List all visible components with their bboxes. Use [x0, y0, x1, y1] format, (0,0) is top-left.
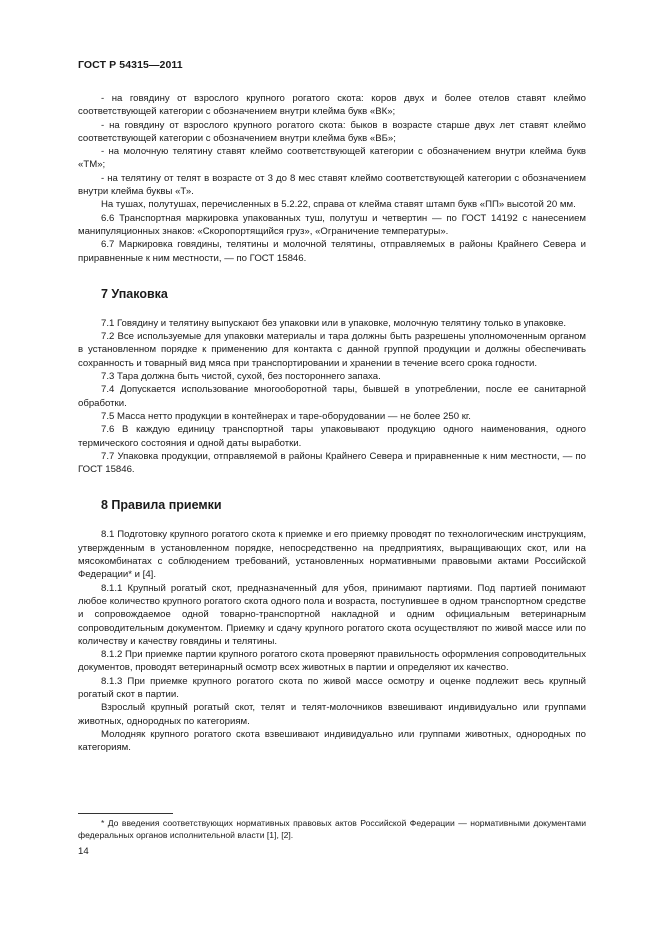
paragraph: - на телятину от телят в возрасте от 3 до 8 мес ставят клеймо соответствующей категории с обозначением внутри клейма буквы «Т». [78, 172, 586, 198]
paragraph: Взрослый крупный рогатый скот, телят и телят-молочников взвешивают индивидуально или группами животных, однородных по категориям. [78, 702, 586, 727]
document-body [78, 92, 586, 754]
section-heading: 8 Правила приемки [101, 498, 222, 513]
paragraph: 8.1.3 При приемке крупного рогатого скота по живой массе осмотру и оценке подлежит весь крупный рогатый скот в партии. [78, 675, 586, 700]
footnote: * До введения соответствующих нормативных правовых актов Российской Федерации — нормативными документами федеральных органов исполнительной власти [1], [2]. [78, 818, 586, 840]
paragraph: 7.5 Масса нетто продукции в контейнерах и таре-оборудовании — не более 250 кг. [101, 410, 471, 422]
paragraph: 7.3 Тара должна быть чистой, сухой, без постороннего запаха. [101, 371, 381, 383]
footnote-separator [78, 813, 173, 814]
paragraph: 7.1 Говядину и телятину выпускают без упаковки или в упаковке, молочную телятину только в упаковке. [101, 317, 567, 329]
paragraph: На тушах, полутушах, перечисленных в 5.2.22, справа от клейма ставят штамп букв «ПП» высотой 20 мм. [101, 199, 576, 211]
paragraph: 8.1.2 При приемке партии крупного рогатого скота проверяют правильность оформления сопроводительных документов, проводят ветеринарный осмотр всех животных в партии и определяют их качество. [78, 649, 586, 674]
paragraph: 8.1 Подготовку крупного рогатого скота к приемке и его приемку проводят по технологическим инструкциям, утвержденным в установленном порядке, непосредственно на предприятиях, выращивающих скот, или на мясокомбинатах с соблюдением требований, установленных нормативными правовыми актами Российской Федерации* и [4]. [78, 529, 586, 581]
document-header: ГОСТ Р 54315—2011 [78, 59, 183, 71]
paragraph: 6.7 Маркировка говядины, телятины и молочной телятины, отправляемых в районы Крайнего Севера и приравненные к ним местности, — по ГОСТ 15846. [78, 239, 586, 264]
paragraph: 7.4 Допускается использование многооборотной тары, бывшей в употреблении, после ее санитарной обработки. [78, 384, 586, 409]
paragraph: - на молочную телятину ставят клеймо соответствующей категории с обозначением внутри клейма букв «ТМ»; [78, 146, 586, 171]
paragraph: 7.6 В каждую единицу транспортной тары упаковывают продукцию одного наименования, одного термического состояния и одной даты выработки. [78, 424, 586, 449]
page-number: 14 [78, 846, 89, 857]
paragraph: 7.2 Все используемые для упаковки материалы и тара должны быть разрешены уполномоченным органом в установленном порядке к применению для контакта с данной группой продукции и должны обеспечивать сохранность и товарный вид мяса при транспортировании и хранении в течение всего срока годности. [78, 331, 586, 369]
paragraph: 7.7 Упаковка продукции, отправляемой в районы Крайнего Севера и приравненные к ним местности, — по ГОСТ 15846. [78, 450, 586, 476]
section-heading: 7 Упаковка [101, 286, 168, 301]
paragraph: 6.6 Транспортная маркировка упакованных туш, полутуш и четвертин — по ГОСТ 14192 с нанесением манипуляционных знаков: «Скоропортящийся груз», «Ограничение температуры». [78, 212, 586, 237]
paragraph: - на говядину от взрослого крупного рогатого скота: быков в возрасте старше двух лет ставят клеймо соответствующей категории с обозначением внутри клейма букв «ВБ»; [78, 119, 586, 144]
paragraph: 8.1.1 Крупный рогатый скот, предназначенный для убоя, принимают партиями. Под партией понимают любое количество крупного рогатого скота одного пола и возраста, поступившее в одном транспортном средстве и сопровождаемое одной товарно-транспортной накладной и одним официальным ветеринарным сопроводительным документом. Приемку и сдачу крупного рогатого скота осуществляют по живой массе или по количеству и качеству говядины и телятины. [78, 582, 586, 647]
paragraph: - на говядину от взрослого крупного рогатого скота: коров двух и более отелов ставят клеймо соответствующей категории с обозначением внутри клейма букв «ВК»; [78, 93, 586, 118]
paragraph: Молодняк крупного рогатого скота взвешивают индивидуально или группами животных, однородных по категориям. [78, 728, 586, 754]
